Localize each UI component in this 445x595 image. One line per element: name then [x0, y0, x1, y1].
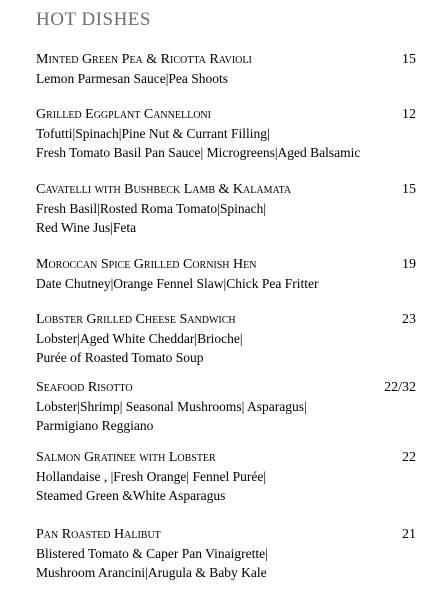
- menu-item-description: [36, 467, 416, 505]
- menu-item-description-line: Hollandaise , |Fresh Orange| Fennel Purée|: [36, 469, 267, 484]
- menu-item-header: [36, 255, 416, 274]
- menu-item-name: Salmon Gratinee with Lobster: [36, 450, 216, 465]
- menu-item-description-line: Fresh Tomato Basil Pan Sauce| Microgreens|Aged Balsamic: [36, 145, 361, 160]
- menu-item-description-line: Lobster|Aged White Cheddar|Brioche|: [36, 331, 243, 346]
- menu-item-description-line: Purée of Roasted Tomato Soup: [36, 350, 204, 365]
- menu-item-description-line: Lobster|Shrimp| Seasonal Mushrooms| Asparagus|: [36, 399, 307, 414]
- menu-item-halibut: [36, 525, 416, 582]
- menu-item-cavatelli: [36, 180, 416, 237]
- menu-item-name: Grilled Eggplant Cannelloni: [36, 107, 211, 122]
- menu-item-description-line: Lemon Parmesan Sauce|Pea Shoots: [36, 71, 229, 86]
- menu-item-price: 21: [402, 527, 416, 542]
- menu-item-price: 15: [402, 52, 416, 67]
- menu-item-description-line: Tofutti|Spinach|Pine Nut & Currant Filling|: [36, 126, 270, 141]
- menu-item-header: [36, 105, 416, 124]
- menu-item-name: Seafood Risotto: [36, 380, 133, 395]
- menu-item-description: [36, 199, 416, 237]
- menu-item-description: [36, 329, 416, 367]
- menu-item-header: [36, 525, 416, 544]
- section-title: HOT DISHES: [36, 9, 151, 30]
- menu-item-price: 15: [402, 182, 416, 197]
- menu-item-description: [36, 544, 416, 582]
- menu-item-description: [36, 274, 416, 293]
- menu-item-cornish-hen: [36, 255, 416, 293]
- menu-item-description: [36, 69, 416, 88]
- menu-item-grilled-cheese: [36, 310, 416, 367]
- menu-item-header: [36, 50, 416, 69]
- menu-item-price: 12: [402, 107, 416, 122]
- menu-item-price: 22/32: [384, 380, 416, 395]
- menu-item-cannelloni: [36, 105, 416, 162]
- menu-item-description-line: Parmigiano Reggiano: [36, 418, 154, 433]
- menu-item-name: Minted Green Pea & Ricotta Ravioli: [36, 52, 252, 67]
- menu-item-name: Cavatelli with Bushbeck Lamb & Kalamata: [36, 182, 292, 197]
- menu-item-header: [36, 180, 416, 199]
- menu-item-description-line: Steamed Green &White Asparagus: [36, 488, 226, 503]
- menu-item-price: 19: [402, 257, 416, 272]
- menu-item-description-line: Date Chutney|Orange Fennel Slaw|Chick Pea Fritter: [36, 276, 319, 291]
- menu-item-header: [36, 378, 416, 397]
- menu-item-name: Lobster Grilled Cheese Sandwich: [36, 312, 236, 327]
- menu-item-description: [36, 397, 416, 435]
- menu-item-risotto: [36, 378, 416, 435]
- menu-item-description-line: Red Wine Jus|Feta: [36, 220, 137, 235]
- menu-item-ravioli: [36, 50, 416, 88]
- menu-item-description: [36, 124, 416, 162]
- menu-item-price: 23: [402, 312, 416, 327]
- menu-item-header: [36, 448, 416, 467]
- menu-item-header: [36, 310, 416, 329]
- menu-item-description-line: Blistered Tomato & Caper Pan Vinaigrette|: [36, 546, 268, 561]
- menu-item-name: Pan Roasted Halibut: [36, 527, 161, 542]
- menu-item-description-line: Mushroom Arancini|Arugula & Baby Kale: [36, 565, 267, 580]
- menu-item-name: Moroccan Spice Grilled Cornish Hen: [36, 257, 257, 272]
- menu-item-description-line: Fresh Basil|Rosted Roma Tomato|Spinach|: [36, 201, 267, 216]
- menu-item-price: 22: [402, 450, 416, 465]
- menu-item-salmon: [36, 448, 416, 505]
